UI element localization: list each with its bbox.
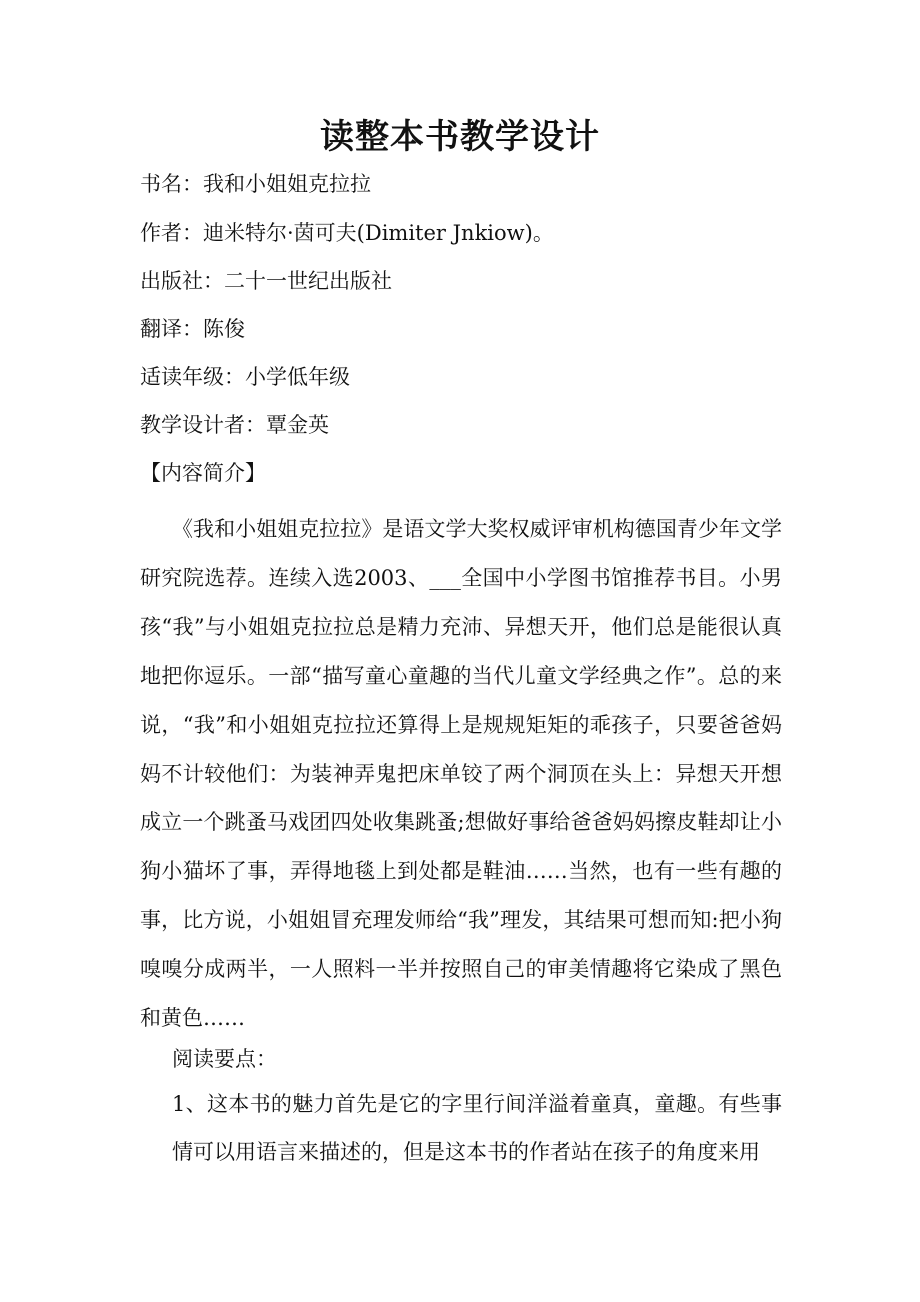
reading-point-1: 1、这本书的魅力首先是它的字里行间洋溢着童真，童趣。有些事情可以用语言来描述的，但是这本书的作者站在孩子的角度来用	[172, 1092, 782, 1164]
reading-points-heading: 阅读要点：	[172, 1047, 277, 1071]
meta-translator: 翻译：陈俊	[140, 317, 245, 341]
meta-publisher: 出版社：二十一世纪出版社	[140, 269, 392, 293]
meta-designer: 教学设计者：覃金英	[140, 413, 329, 437]
meta-grade: 适读年级：小学低年级	[140, 365, 350, 389]
document-title: 读整本书教学设计	[320, 117, 600, 157]
intro-heading: 【内容简介】	[140, 461, 266, 485]
intro-paragraph: 《我和小姐姐克拉拉》是语文学大奖权威评审机构德国青少年文学研究院选荐。连续入选2003、___全国中小学图书馆推荐书目。小男孩“我”与小姐姐克拉拉总是精力充沛、异想天开，他们总是能很认真地把你逗乐。一部“描写童心童趣的当代儿童文学经典之作”。总的来说，“我”和小姐姐克拉拉还算得上是规规矩矩的乖孩子，只要爸爸妈妈不计较他们：为装神弄鬼把床单铰了两个洞顶在头上：异想天开想成立一个跳蚤马戏团四处收集跳蚤;想做好事给爸爸妈妈擦皮鞋却让小狗小猫坏了事，弄得地毯上到处都是鞋油……当然，也有一些有趣的事，比方说，小姐姐冒充理发师给“我”理发，其结果可想而知:把小狗嗅嗅分成两半，一人照料一半并按照自己的审美情趣将它染成了黑色和黄色……	[140, 517, 782, 1031]
meta-author: 作者：迪米特尔·茵可夫(Dimiter Jnkiow)。	[140, 221, 554, 245]
meta-book-name: 书名：我和小姐姐克拉拉	[140, 172, 371, 196]
